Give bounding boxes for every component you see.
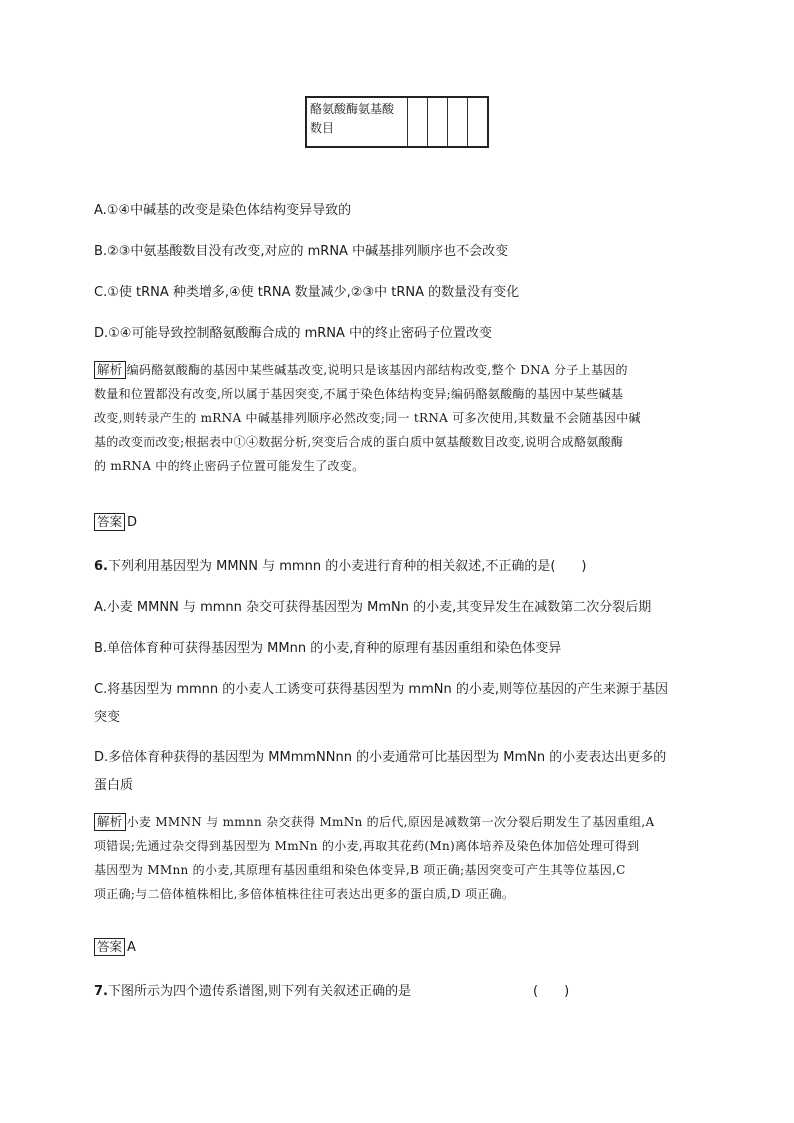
- table-label-line2: 数目: [310, 121, 335, 135]
- table-cell-1: [408, 97, 428, 147]
- q6-analysis-line: 基因型为 MMnn 的小麦,其原理有基因重组和染色体变异,B 项正确;基因突变可产生其等位基因,C: [94, 863, 626, 877]
- q7-answer-bracket: ( ): [533, 984, 570, 999]
- q6-analysis-line: [94, 810, 706, 834]
- q5-analysis: [94, 358, 706, 478]
- q5-answer-value: D: [127, 515, 138, 530]
- q6-analysis: [94, 810, 706, 906]
- table-cell-2: [428, 97, 448, 147]
- q5-analysis-line: [94, 358, 706, 382]
- answer-tag: 答案: [94, 938, 125, 956]
- table-cell-3: [448, 97, 468, 147]
- table-cell-4: [468, 97, 488, 147]
- q6-answer: [94, 938, 136, 956]
- q6-answer-value: A: [127, 940, 136, 955]
- q5-analysis-line: 改变,则转录产生的 mRNA 中碱基排列顺序必然改变;同一 tRNA 可多次使用,其数量不会随基因中碱: [94, 411, 641, 425]
- q5-option-c: C.①使 tRNA 种类增多,④使 tRNA 数量减少,②③中 tRNA 的数量没有变化: [94, 285, 520, 300]
- q6-analysis-text-1: 小麦 MMNN 与 mmnn 杂交获得 MmNn 的后代,原因是减数第一次分裂后期发生了基因重组,A: [126, 815, 655, 829]
- q5-answer: [94, 513, 137, 531]
- q7-number: 7.: [94, 984, 108, 999]
- tyrosinase-table-fragment: [305, 96, 489, 148]
- q7-stem-text: 下图所示为四个遗传系谱图,则下列有关叙述正确的是: [107, 984, 412, 999]
- q6-analysis-line: 项错误;先通过杂交得到基因型为 MmNn 的小麦,再取其花药(Mn)离体培养及染色体加倍处理可得到: [94, 839, 640, 853]
- q5-option-a: A.①④中碱基的改变是染色体结构变异导致的: [94, 203, 352, 218]
- table-row-label: [306, 97, 408, 147]
- q7-stem: [94, 980, 411, 999]
- q6-stem: [94, 555, 586, 574]
- answer-tag: 答案: [94, 513, 125, 531]
- q6-option-d-cont: 蛋白质: [94, 778, 134, 793]
- q5-analysis-line: 基的改变而改变;根据表中①④数据分析,突变后合成的蛋白质中氨基酸数目改变,说明合成酪氨酸酶: [94, 435, 624, 449]
- q6-stem-text: 下列利用基因型为 MMNN 与 mmnn 的小麦进行育种的相关叙述,不正确的是( ): [107, 559, 587, 574]
- analysis-tag: 解析: [94, 361, 126, 379]
- q5-analysis-line: 数量和位置都没有改变,所以属于基因突变,不属于染色体结构变异;编码酪氨酸酶的基因中某些碱基: [94, 387, 624, 401]
- q5-analysis-text-1: 编码酪氨酸酶的基因中某些碱基改变,说明只是该基因内部结构改变,整个 DNA 分子上基因的: [126, 363, 628, 377]
- q6-option-d: D.多倍体育种获得的基因型为 MMmmNNnn 的小麦通常可比基因型为 MmNn 的小麦表达出更多的: [94, 750, 667, 765]
- q6-option-b: B.单倍体育种可获得基因型为 MMnn 的小麦,育种的原理有基因重组和染色体变异: [94, 641, 562, 656]
- q6-analysis-line: 项正确;与二倍体植株相比,多倍体植株往往可表达出更多的蛋白质,D 项正确。: [94, 887, 515, 901]
- q5-option-b: B.②③中氨基酸数目没有改变,对应的 mRNA 中碱基排列顺序也不会改变: [94, 244, 509, 259]
- q6-option-a: A.小麦 MMNN 与 mmnn 杂交可获得基因型为 MmNn 的小麦,其变异发生在减数第二次分裂后期: [94, 600, 652, 615]
- q5-option-d: D.①④可能导致控制酪氨酸酶合成的 mRNA 中的终止密码子位置改变: [94, 326, 493, 341]
- q5-analysis-line: 的 mRNA 中的终止密码子位置可能发生了改变。: [94, 459, 365, 473]
- q6-option-c: C.将基因型为 mmnn 的小麦人工诱变可获得基因型为 mmNn 的小麦,则等位基因的产生来源于基因: [94, 682, 668, 697]
- table-label-line1: 酪氨酸酶氨基酸: [310, 102, 395, 116]
- q6-number: 6.: [94, 559, 108, 574]
- analysis-tag: 解析: [94, 813, 126, 831]
- q6-option-c-cont: 突变: [94, 710, 121, 725]
